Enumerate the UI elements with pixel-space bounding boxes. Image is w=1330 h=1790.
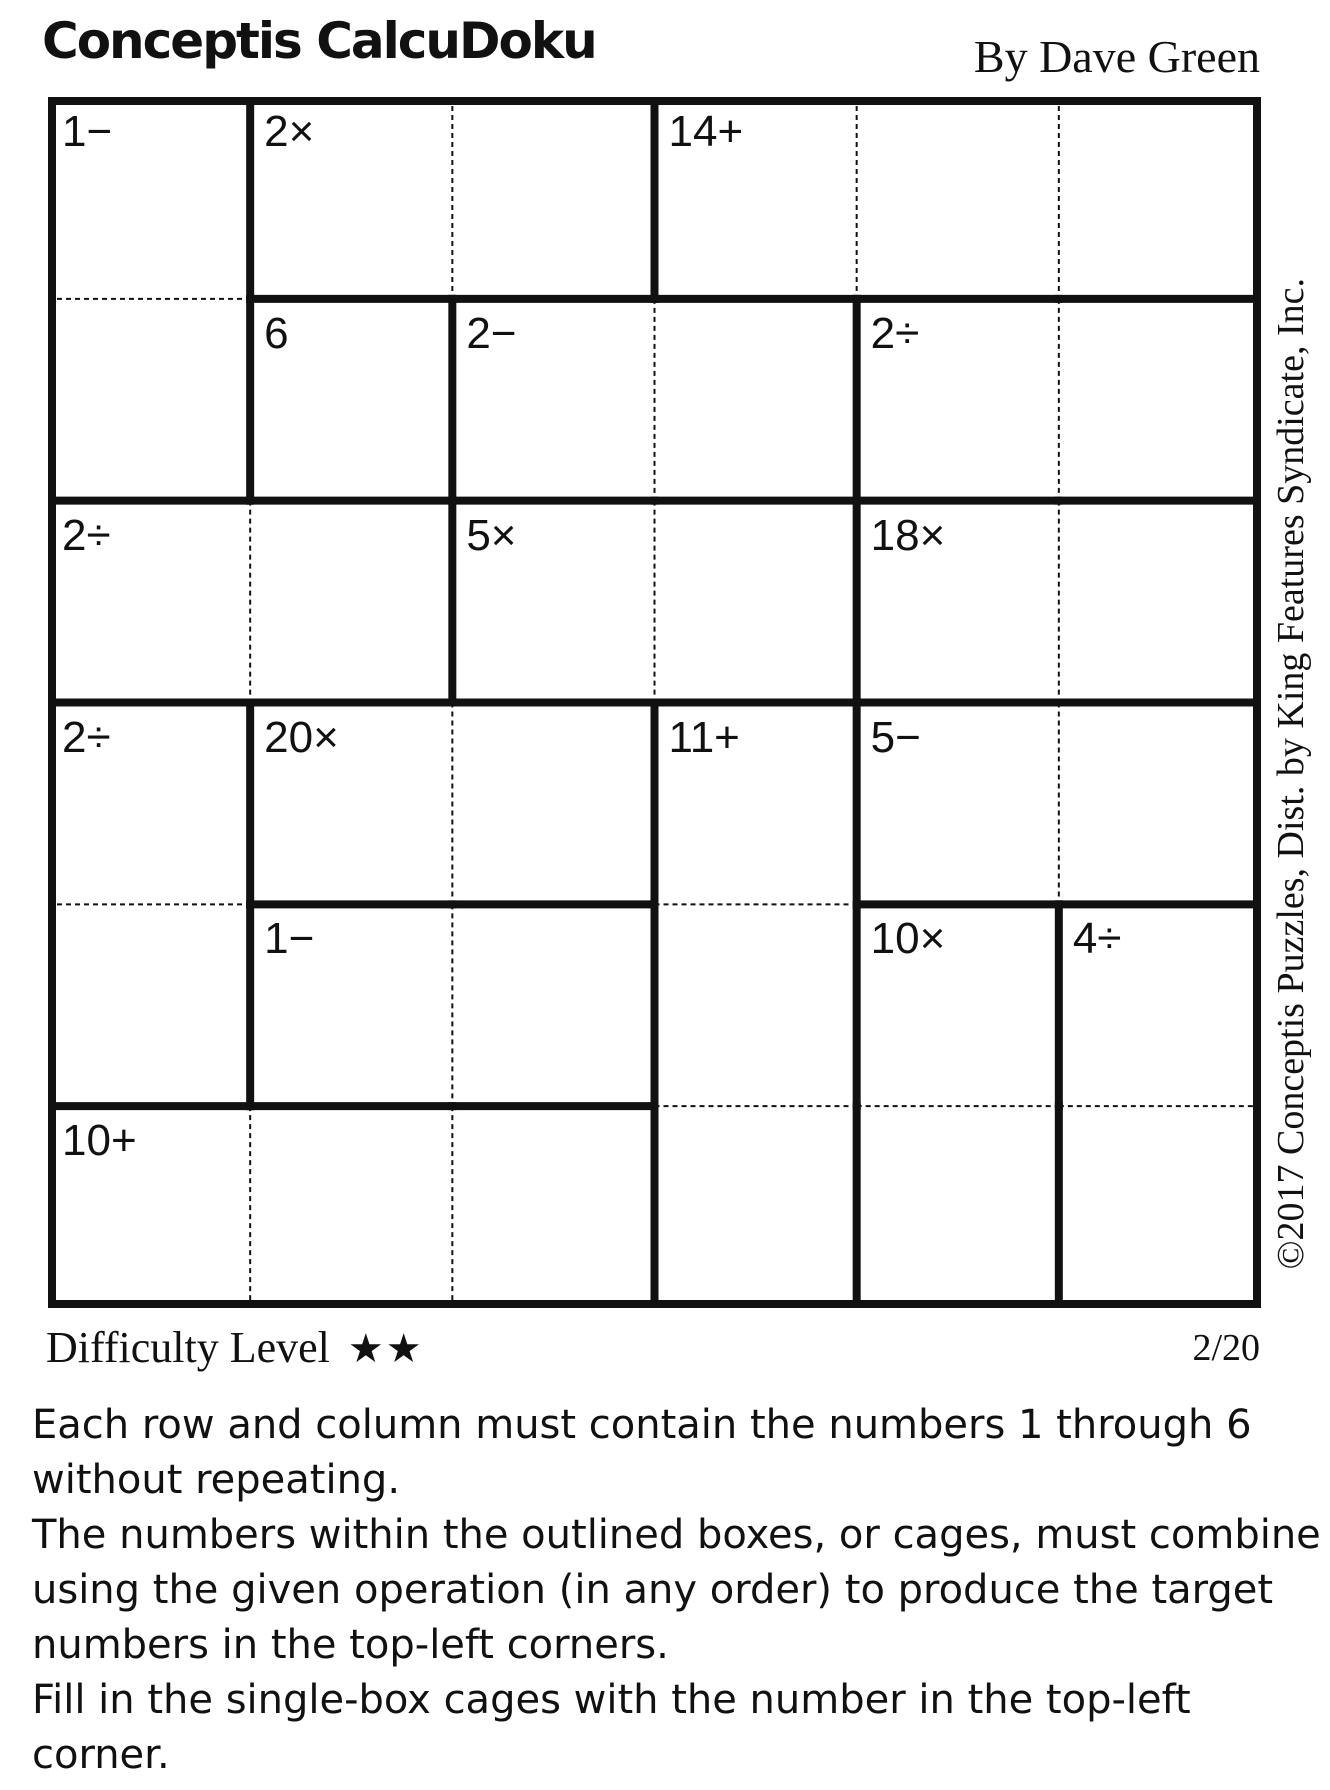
- grid-cell[interactable]: [857, 904, 1059, 1106]
- grid-cell[interactable]: [250, 904, 452, 1106]
- grid-cell[interactable]: [48, 299, 250, 501]
- grid-cell[interactable]: [1059, 703, 1261, 905]
- grid-cell[interactable]: [655, 1106, 857, 1308]
- cage-clue: 2÷: [870, 308, 920, 358]
- copyright-notice: ©2017 Conceptis Puzzles, Dist. by King Features Syndicate, Inc.: [1270, 278, 1312, 1270]
- grid-cell[interactable]: [655, 703, 857, 905]
- grid-cell[interactable]: [452, 299, 654, 501]
- cage-clue: 2÷: [62, 712, 111, 762]
- instruction-paragraph: The numbers within the outlined boxes, or cages, must combine using the given operation (in any order) to produce the target numbers in the top-left corners.: [32, 1512, 1321, 1668]
- grid-cell[interactable]: [452, 501, 654, 703]
- grid-cell[interactable]: [250, 501, 452, 703]
- puzzle-date: 2/20: [1192, 1327, 1260, 1369]
- difficulty-label: Difficulty Level: [46, 1323, 330, 1372]
- cage-clue: 2÷: [62, 510, 111, 560]
- grid-cell[interactable]: [250, 97, 452, 299]
- cage-clue: 10×: [870, 914, 946, 964]
- grid-cell[interactable]: [48, 904, 250, 1106]
- cage-clue: 10+: [62, 1116, 137, 1166]
- grid-cell[interactable]: [1059, 501, 1261, 703]
- instruction-paragraph: Fill in the single-box cages with the number in the top-left corner.: [32, 1677, 1191, 1778]
- cage-clue: 18×: [870, 510, 946, 560]
- cage-clue: 14+: [668, 107, 744, 156]
- puzzle-title: Conceptis CalcuDoku: [42, 12, 596, 70]
- cage-clue: 6: [264, 308, 289, 358]
- cage-clue: 5−: [870, 712, 921, 762]
- grid-cell[interactable]: [1059, 299, 1261, 501]
- cage-clue: 2×: [264, 107, 315, 156]
- grid-cell[interactable]: [250, 1106, 452, 1308]
- grid-cell[interactable]: [655, 904, 857, 1106]
- grid-cell[interactable]: [857, 703, 1059, 905]
- grid-cell[interactable]: [655, 97, 857, 299]
- grid-cell[interactable]: [655, 501, 857, 703]
- grid-cell[interactable]: [857, 97, 1059, 299]
- cage-clue: 1−: [264, 914, 315, 964]
- puzzle-grid: [48, 97, 1261, 1308]
- author-byline: By Dave Green: [973, 31, 1260, 82]
- grid-cell[interactable]: [48, 501, 250, 703]
- instructions: [32, 1398, 1322, 1783]
- grid-cell[interactable]: [48, 97, 250, 299]
- grid-cell[interactable]: [250, 299, 452, 501]
- grid-cell[interactable]: [655, 299, 857, 501]
- difficulty-level: [46, 1322, 424, 1373]
- cage-clue: 4÷: [1072, 914, 1122, 964]
- cage-clue: 11+: [668, 712, 740, 762]
- grid-cell[interactable]: [1059, 97, 1261, 299]
- difficulty-stars: ★★: [347, 1326, 424, 1372]
- cage-clue: 1−: [62, 107, 113, 156]
- grid-cell[interactable]: [452, 904, 654, 1106]
- grid-cell[interactable]: [452, 703, 654, 905]
- cage-clue: 20×: [264, 712, 339, 762]
- cage-clue: 2−: [466, 308, 517, 358]
- grid-cell[interactable]: [250, 703, 452, 905]
- grid-cell[interactable]: [1059, 904, 1261, 1106]
- grid-cell[interactable]: [48, 1106, 250, 1308]
- grid-cell[interactable]: [452, 97, 654, 299]
- grid-cell[interactable]: [1059, 1106, 1261, 1308]
- grid-cell[interactable]: [452, 1106, 654, 1308]
- grid-cell[interactable]: [857, 299, 1059, 501]
- grid-cell[interactable]: [48, 703, 250, 905]
- grid-cell[interactable]: [857, 501, 1059, 703]
- cage-clue: 5×: [466, 510, 517, 560]
- grid-cell[interactable]: [857, 1106, 1059, 1308]
- instruction-paragraph: Each row and column must contain the numbers 1 through 6 without repeating.: [32, 1402, 1252, 1503]
